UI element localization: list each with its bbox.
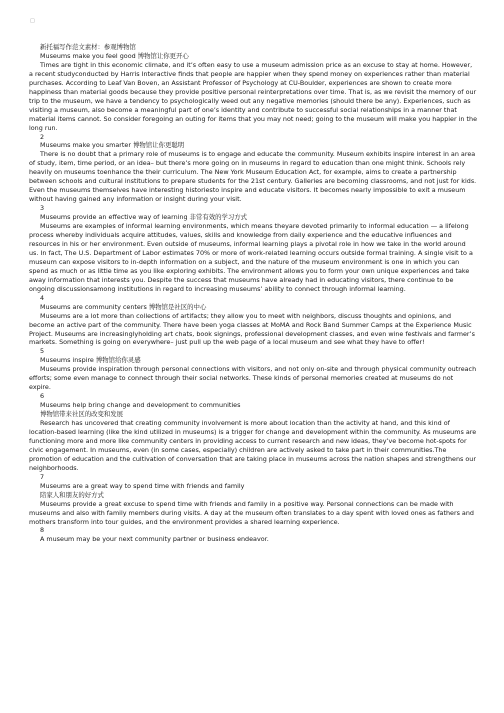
- paragraph-4: Museums are a lot more than collections of artifacts; they allow you to meet with neighbors, discuss thoughts and opinions, and become an active part of the community. There have been yoga classes at MoMA and Rock Band Summer Camps at the Experience Music Project. Museums are increasinglyholding art chats, book signings, professional development classes, and even wine festivals and farmer’s markets. Something is going on everywhere– just pull up the web page of a local museum and see what they have to offer!: [29, 311, 475, 347]
- corner-mark: □: [30, 18, 35, 24]
- section-title-6: Museums help bring change and development to communities: [40, 401, 241, 410]
- section-title-1: Museums make you feel good 博物馆让你更开心: [40, 51, 189, 60]
- section-title-5: Museums inspire 博物馆给你灵感: [40, 356, 141, 365]
- section-subtitle-7: 陪家人和朋友的好方式: [40, 490, 104, 499]
- section-number-4: 4: [40, 293, 45, 302]
- section-title-2: Museums make you smarter 博物馆让你更聪明: [40, 141, 185, 150]
- section-number-2: 2: [40, 132, 45, 141]
- section-subtitle-6: 博物馆带来社区的改变和发展: [40, 410, 124, 419]
- section-number-3: 3: [40, 204, 45, 213]
- section-title-4: Museums are community centers 博物馆是社区的中心: [40, 302, 207, 311]
- section-title-3: Museums provide an effective way of learning 非常有效的学习方式: [40, 213, 248, 222]
- paragraph-2: There is no doubt that a primary role of museums is to engage and educate the community. Museum exhibits inspire interest in an area of study, item, time period, or an idea– but there’s more going on in museums in regard to education than one might think. Schools rely heavily on museums toenhance the their curriculum. The New York Museum Education Act, for example, aims to create a partnership between schools and cultural institutions to prepare students for the 21st century. Galleries are becoming classrooms, and not just for kids. Even the museums themselves have interesting historiesto inspire and educate visitors. It becomes nearly impossible to exit a museum without having gained any information or insight during your visit.: [29, 150, 477, 204]
- section-number-5: 5: [40, 347, 45, 356]
- section-title-8: A museum may be your next community partner or business endeavor.: [40, 535, 269, 544]
- paragraph-3: Museums are examples of informal learning environments, which means theyare devoted primarily to informal education — a lifelong process whereby individuals acquire attitudes, values, skills and knowledge from daily experience and the educative influences and resources in his or her environment. Even outside of museums, informal learning plays a pivotal role in how we take in the world around us. In fact, The U.S. Department of Labor estimates 70% or more of work-related learning occurs outside formal training. A single visit to a museum can expose visitors to in-depth information on a subject, and the nature of the museum environment is one in which you can spend as much or as little time as you like exploring exhibits. The environment allows you to form your own unique experiences and take away information that interests you. Despite the success that museums have already had in educating visitors, there continue to be ongoing discussionsamong institutions in regard to increasing museums’ ability to connect through informal learning.: [29, 222, 473, 293]
- paragraph-7: Museums provide a great excuse to spend time with friends and family in a positive way. Personal connections can be made with museums and also with family members during visits. A day at the museum often translates to a day spent with loved ones as fathers and mothers transform into tour guides, and the environment provides a shared learning experience.: [29, 499, 474, 526]
- section-number-8: 8: [40, 526, 45, 535]
- article-body: [29, 43, 477, 544]
- section-number-7: 7: [40, 472, 45, 481]
- article-header: 新托福写作范文素材：参观博物馆: [40, 43, 136, 51]
- section-number-6: 6: [40, 392, 45, 401]
- paragraph-1: Times are tight in this economic climate, and it’s often easy to use a museum admission price as an excuse to stay at home. However, a recent studyconducted by Harris Interactive finds that people are happier when they spend money on experiences rather than material purchases. According to Leaf Van Boven, an Assistant Professor of Psychology at CU-Boulder, experiences are shown to create more happiness than material goods because they provide positive personal reinterpretations over time. That is, as we revisit the memory of our trip to the museum, we have a tendency to psychologically weed out any negative memories (should there be any). Experiences, such as visiting a museum, also become a meaningful part of one’s identity and contribute to successful social relationships in a manner that material items cannot. So consider foregoing an outing for items that you may not need; going to the museum will make you happier in the long run.: [29, 60, 477, 132]
- paragraph-5: Museums provide inspiration through personal connections with visitors, and not only on-site and through physical community outreach efforts; some even manage to connect through their social networks. These kinds of personal memories created at museums do not expire.: [29, 365, 477, 392]
- paragraph-6: Research has uncovered that creating community involvement is more about location than the activity at hand, and this kind of location-based learning (like the kind utilized in museums) is a trigger for change and development within the community. As museums are functioning more and more like community centers in providing access to current research and new ideas, they’ve become hot-spots for civic engagement. In museums, even (in some cases, especially) children are actively asked to take part in their communities.The promotion of education and the cultivation of conversation that are taking place in museums across the nation shapes and strengthens our neighborhoods.: [29, 419, 477, 472]
- section-title-7: Museums are a great way to spend time with friends and family: [40, 481, 245, 490]
